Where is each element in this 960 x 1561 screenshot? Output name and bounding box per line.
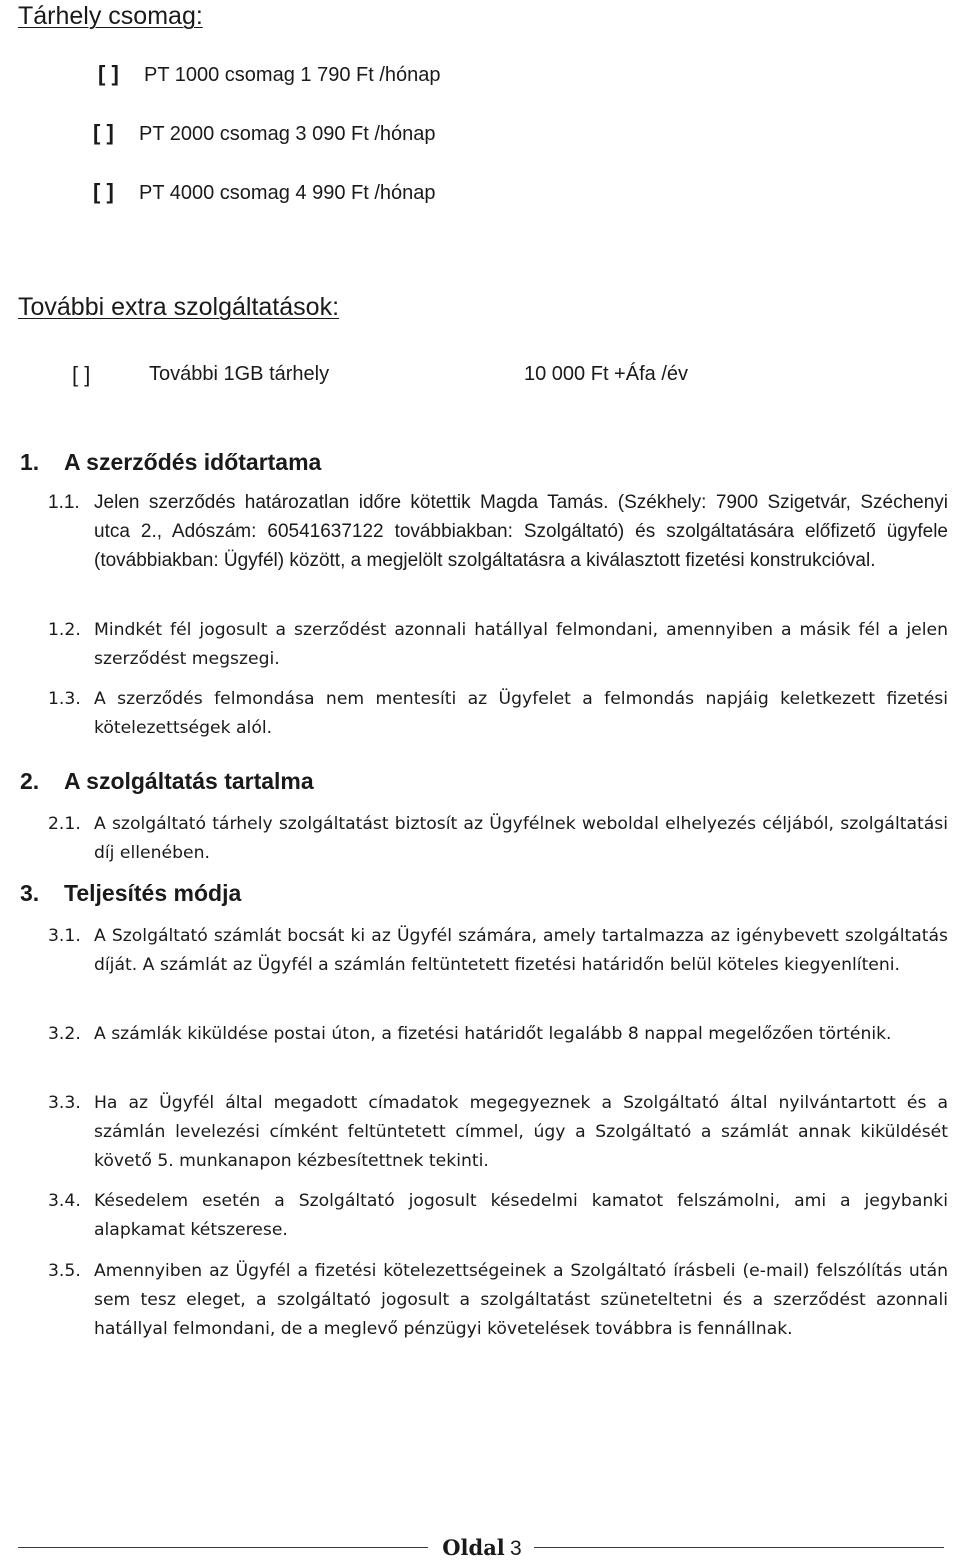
clause-text: A szerződés felmondása nem mentesíti az Ügyfelet a felmondás napjáig keletkezett fizetési kötelezettségek alól. (94, 689, 948, 738)
section-title: Teljesítés módja (64, 880, 242, 906)
clause-text: Amennyiben az Ügyfél a fizetési kötelezettségeinek a Szolgáltató írásbeli (e-mail) felszólítás után sem tesz eleget, a szolgáltató jogosult a szolgáltatást szüneteltetni és a szerződést azonnali hatállyal felmondani, de a meglevő pénzügyi követelések továbbra is fennállnak. (94, 1261, 948, 1339)
checkbox-bracket[interactable]: [ ] (93, 120, 114, 145)
clause-number: 3.3. (48, 1093, 81, 1113)
clause-number: 1.1. (48, 492, 80, 513)
checkbox-bracket[interactable]: [ ] (93, 179, 114, 204)
section-title: A szerződés időtartama (64, 449, 322, 475)
section-number: 3. (20, 880, 40, 906)
clause-text: Jelen szerződés határozatlan időre kötettik Magda Tamás. (Székhely: 7900 Szigetvár, Széchenyi utca 2., Adószám: 60541637122 továbbiakban: Szolgáltató) és szolgáltatására előfizető ügyfele (továbbiakban: Ügyfél) között, a megjelölt szolgáltatásra a kiválasztott fizetési konstrukcióval. (94, 492, 948, 571)
footer-label: Oldal (442, 1535, 505, 1560)
clause-number: 3.5. (48, 1261, 81, 1281)
clause (48, 810, 948, 870)
clause (48, 616, 948, 676)
package-option[interactable] (98, 61, 441, 87)
checkbox-bracket[interactable]: [ ] (98, 61, 119, 86)
page-footer (432, 1535, 532, 1561)
clause-number: 3.1. (48, 926, 81, 946)
package-option[interactable] (93, 120, 436, 146)
clause-text: A Szolgáltató számlát bocsát ki az Ügyfél számára, amely tartalmazza az igénybevett szolgáltatás díját. A számlát az Ügyfél a számlán feltüntetett fizetési határidőn belül köteles kiegyenlíteni. (94, 926, 948, 975)
section-heading (20, 768, 314, 795)
package-heading: Tárhely csomag: (18, 2, 203, 30)
extra-price: 10 000 Ft +Áfa /év (524, 363, 688, 385)
clause (48, 685, 948, 745)
clause-text: Mindkét fél jogosult a szerződést azonnali hatállyal felmondani, amennyiben a másik fél a jelen szerződést megszegi. (94, 620, 948, 669)
package-label: PT 2000 csomag 3 090 Ft /hónap (139, 123, 436, 145)
section-number: 2. (20, 768, 40, 794)
section-title: A szolgáltatás tartalma (64, 768, 314, 794)
extra-heading: További extra szolgáltatások: (18, 293, 340, 321)
package-option[interactable] (93, 179, 436, 205)
checkbox-bracket[interactable]: [ ] (72, 362, 91, 387)
footer-rule-left (18, 1547, 428, 1548)
clause-text: A szolgáltató tárhely szolgáltatást biztosít az Ügyfélnek weboldal elhelyezés céljából, szolgáltatási díj ellenében. (94, 814, 948, 863)
extra-label: További 1GB tárhely (149, 363, 330, 385)
clause-number: 3.2. (48, 1024, 81, 1044)
clause (48, 1089, 948, 1177)
clause-text: Késedelem esetén a Szolgáltató jogosult késedelmi kamatot felszámolni, ami a jegybanki alapkamat kétszerese. (94, 1191, 948, 1240)
package-label: PT 1000 csomag 1 790 Ft /hónap (144, 64, 441, 86)
section-number: 1. (20, 449, 40, 475)
page-number: 3 (510, 1537, 522, 1560)
extra-option[interactable] (72, 362, 90, 388)
clause-number: 3.4. (48, 1191, 81, 1211)
clause-text: A számlák kiküldése postai úton, a fizetési határidőt legalább 8 nappal megelőzően történik. (94, 1024, 892, 1044)
section-heading (20, 880, 241, 907)
clause (48, 1257, 948, 1375)
clause (48, 488, 948, 606)
package-label: PT 4000 csomag 4 990 Ft /hónap (139, 182, 436, 204)
clause-number: 1.2. (48, 620, 81, 640)
clause (48, 1020, 948, 1080)
clause-text: Ha az Ügyfél által megadott címadatok megegyeznek a Szolgáltató által nyilvántartott és a számlán levelezési címként feltüntetett címmel, úgy a Szolgáltató a számlát annak kiküldését követő 5. munkanapon kézbesítettnek tekinti. (94, 1093, 948, 1171)
clause (48, 922, 948, 1010)
clause-number: 1.3. (48, 689, 81, 709)
footer-rule-right (534, 1547, 944, 1548)
clause-number: 2.1. (48, 814, 81, 834)
section-heading (20, 449, 321, 476)
clause (48, 1187, 948, 1247)
